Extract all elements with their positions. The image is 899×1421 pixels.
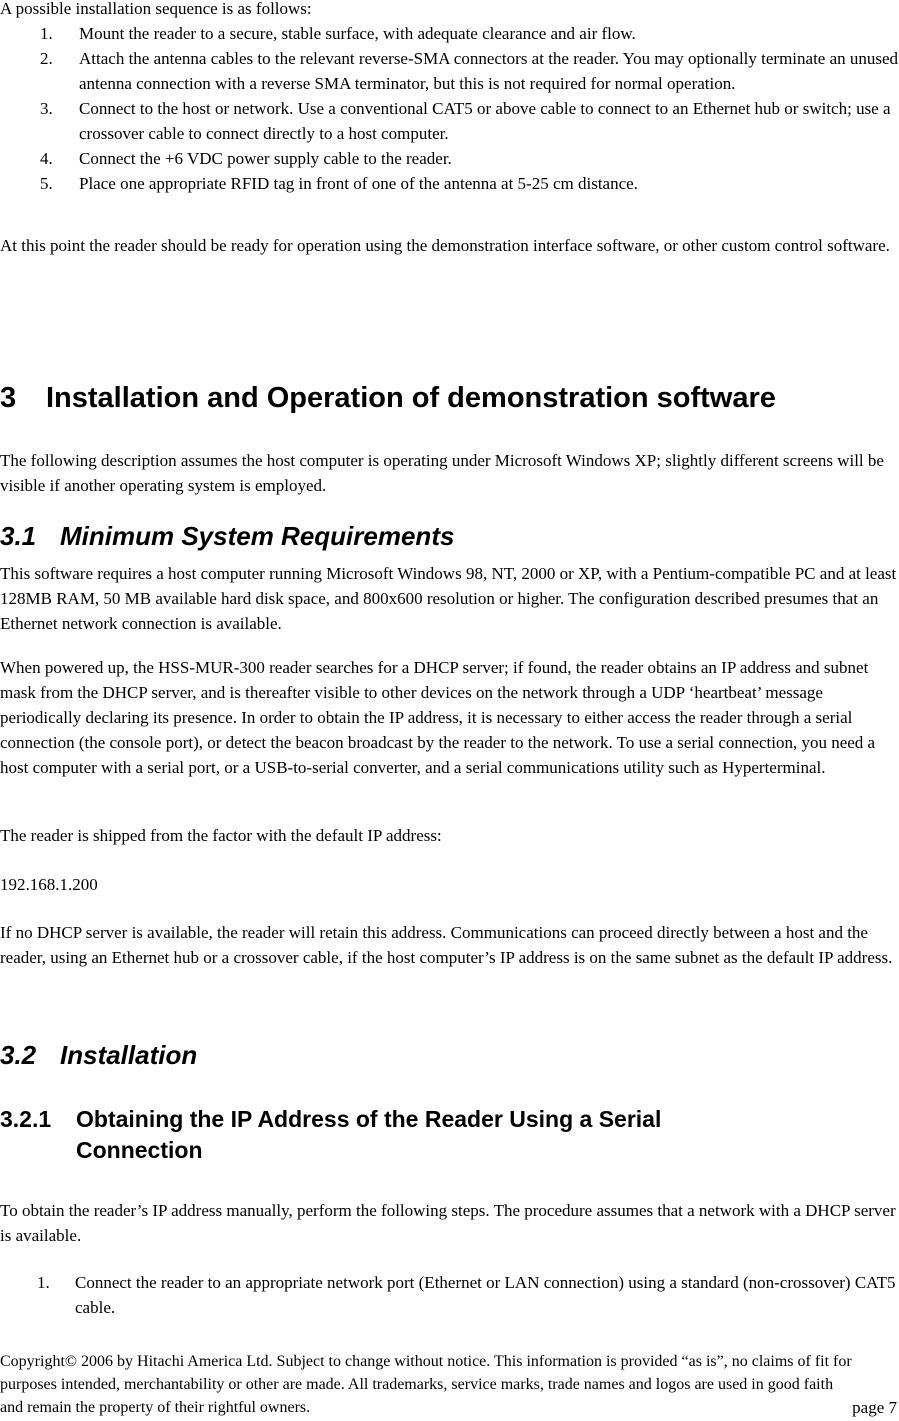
install-steps-list [0, 21, 899, 196]
list-text: Mount the reader to a secure, stable surface, with adequate clearance and air flow. [79, 24, 636, 43]
section-number: 3.2 [0, 1040, 37, 1070]
section-3-2-heading [0, 1039, 899, 1071]
list-item [0, 96, 899, 146]
requirements-paragraph: This software requires a host computer running Microsoft Windows 98, NT, 2000 or XP, with a Pentium-compatible PC and at least 128MB RAM, 50 MB available hard disk space, and 800x600 resolution or higher. The configuration described presumes that an Ethernet network connection is available. [0, 564, 897, 633]
section-title: Obtaining the IP Address of the Reader Using a Serial Connection [76, 1106, 662, 1163]
list-number: 3. [40, 99, 53, 118]
list-item [0, 21, 899, 46]
section-3-body: The following description assumes the host computer is operating under Microsoft Windows XP; slightly different screens will be visible if another operating system is employed. [0, 451, 884, 495]
default-ip-intro: The reader is shipped from the factor with the default IP address: [0, 826, 442, 845]
intro-lead: A possible installation sequence is as follows: [0, 0, 312, 18]
section-number: 3 [0, 382, 17, 414]
list-number: 1. [40, 24, 53, 43]
list-text: Connect the reader to an appropriate network port (Ethernet or LAN connection) using a standard (non-crossover) CAT5 cable. [75, 1273, 896, 1317]
page-number: page 7 [852, 1398, 897, 1417]
default-ip-address: 192.168.1.200 [0, 875, 98, 894]
intro-closing: At this point the reader should be ready for operation using the demonstration interface software, or other custom control software. [0, 236, 890, 255]
copyright-notice: Copyright© 2006 by Hitachi America Ltd. Subject to change without notice. This information is provided “as is”, no claims of fit for purposes intended, merchantability or other are made. All trademarks, service marks, trade names and logos are used in good faith and remain the property of their rightful owners. [0, 1353, 852, 1416]
list-number: 5. [40, 174, 53, 193]
list-number: 4. [40, 149, 53, 168]
intro-section [0, 0, 899, 196]
list-item [0, 171, 899, 196]
serial-steps-list [0, 1270, 899, 1320]
list-text: Attach the antenna cables to the relevant reverse-SMA connectors at the reader. You may optionally terminate an unused antenna connection with a reverse SMA terminator, but this is not required for normal operation. [79, 49, 899, 93]
section-number: 3.2.1 [0, 1106, 52, 1132]
list-item [0, 46, 899, 96]
page-footer [0, 1350, 860, 1419]
list-text: Connect to the host or network. Use a conventional CAT5 or above cable to connect to an Ethernet hub or switch; use a crossover cable to connect directly to a host computer. [79, 99, 891, 143]
list-number: 2. [40, 49, 53, 68]
section-3-2-1-heading [0, 1104, 776, 1166]
no-dhcp-paragraph: If no DHCP server is available, the reader will retain this address. Communications can proceed directly between a host and the reader, using an Ethernet hub or a crossover cable, if the host computer’s IP address is on the same subnet as the default IP address. [0, 923, 893, 967]
section-title: Installation [60, 1040, 198, 1070]
section-number: 3.1 [0, 521, 37, 551]
list-item [0, 1270, 899, 1320]
list-text: Place one appropriate RFID tag in front of one of the antenna at 5-25 cm distance. [79, 174, 638, 193]
section-3-1-heading [0, 520, 899, 552]
section-title: Installation and Operation of demonstration software [46, 382, 776, 414]
list-item [0, 146, 899, 171]
list-number: 1. [37, 1273, 50, 1292]
section-3-heading [0, 381, 899, 415]
list-text: Connect the +6 VDC power supply cable to the reader. [79, 149, 452, 168]
serial-procedure-intro: To obtain the reader’s IP address manually, perform the following steps. The procedure assumes that a network with a DHCP server is available. [0, 1201, 896, 1245]
dhcp-paragraph: When powered up, the HSS-MUR-300 reader searches for a DHCP server; if found, the reader obtains an IP address and subnet mask from the DHCP server, and is thereafter visible to other devices on the network through a UDP ‘heartbeat’ message periodically declaring its presence. In order to obtain the IP address, it is necessary to either access the reader through a serial connection (the console port), or detect the beacon broadcast by the reader to the network. To use a serial connection, you need a host computer with a serial port, or a USB-to-serial converter, and a serial communications utility such as Hyperterminal. [0, 658, 876, 777]
section-title: Minimum System Requirements [60, 521, 455, 551]
